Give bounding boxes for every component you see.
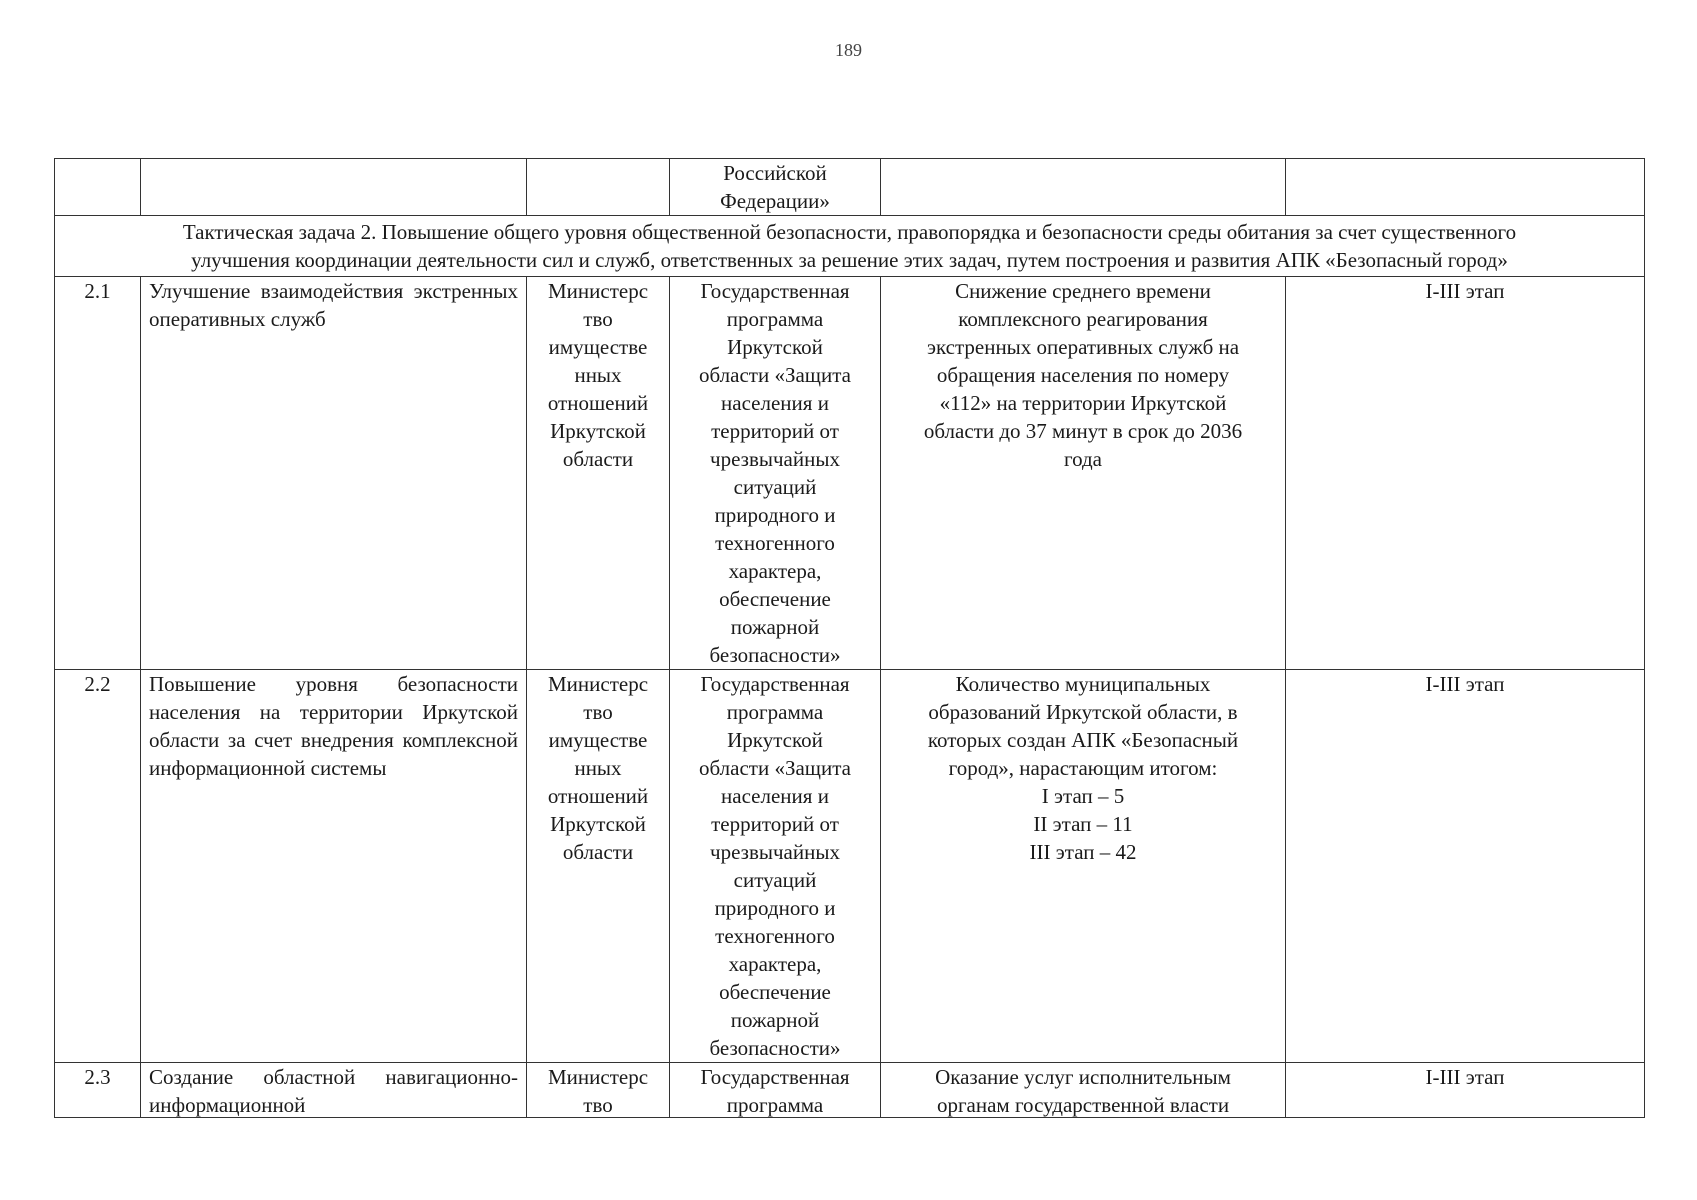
text-line: Министерс xyxy=(547,1065,649,1089)
text-line: комплексного реагирования xyxy=(958,307,1208,331)
tactical-task-row xyxy=(55,216,1645,277)
cell-num: 2.2 xyxy=(55,670,141,1063)
cell-executor xyxy=(527,159,670,216)
text-line: ситуаций xyxy=(733,475,817,499)
cell-clip xyxy=(889,1063,1277,1117)
text-line: техногенного xyxy=(715,531,835,555)
text-line: характера, xyxy=(728,952,822,976)
cell-executor xyxy=(527,1063,670,1118)
text-line: безопасности» xyxy=(709,643,841,667)
cell-indicator xyxy=(881,670,1286,1063)
tactical-task-heading xyxy=(55,216,1645,277)
text-line: области «Защита xyxy=(699,756,851,780)
table-row xyxy=(55,277,1645,670)
cell-stage xyxy=(1286,1063,1645,1118)
text-line: органам государственной власти xyxy=(936,1093,1230,1117)
cell-num xyxy=(55,1063,141,1118)
text-line: природного и xyxy=(714,503,836,527)
text-line: тво xyxy=(583,700,613,724)
text-line: области xyxy=(562,447,634,471)
text-line: пожарной xyxy=(730,1008,820,1032)
text-line: Иркутской xyxy=(727,335,823,359)
cell-executor xyxy=(527,277,670,670)
text-line: области до 37 минут в срок до 2036 xyxy=(923,419,1243,443)
text-line: Государственная xyxy=(700,279,850,303)
text-line: Тактическая задача 2. Повышение общего уровня общественной безопасности, правопорядка и безопасности среды обитания за счет существенного xyxy=(182,220,1517,244)
text-line: территорий от xyxy=(711,812,839,836)
cell-stage xyxy=(1286,159,1645,216)
text-line: имуществе xyxy=(548,335,648,359)
cell-clip: Создание областной навигационно-информационной xyxy=(149,1065,518,1117)
text-line: безопасности» xyxy=(709,1036,841,1060)
cell-measure xyxy=(141,1063,527,1118)
text-line: Иркутской xyxy=(727,728,823,752)
text-line: II этап – 11 xyxy=(1033,812,1133,836)
text-line: характера, xyxy=(728,559,822,583)
text-line: Государственная xyxy=(700,672,850,696)
text-line: области xyxy=(562,840,634,864)
text-line: Министерс xyxy=(547,672,649,696)
text-line: нных xyxy=(574,363,622,387)
text-line: программа xyxy=(726,1093,824,1117)
text-line: программа xyxy=(726,307,824,331)
text-line: Российской xyxy=(723,161,827,185)
cell-program xyxy=(670,159,881,216)
text-line: тво xyxy=(583,1093,613,1117)
cell-measure xyxy=(141,159,527,216)
cell-indicator xyxy=(881,159,1286,216)
measures-table xyxy=(54,158,1645,1118)
text-line: Федерации» xyxy=(720,189,830,213)
text-line: которых создан АПК «Безопасный xyxy=(927,728,1239,752)
table-row-continuation xyxy=(55,159,1645,216)
text-line: город», нарастающим итогом: xyxy=(948,756,1218,780)
page-number: 189 xyxy=(835,40,862,60)
table-row xyxy=(55,1063,1645,1118)
cell-indicator xyxy=(881,277,1286,670)
text-line: области «Защита xyxy=(699,363,851,387)
text-line: обеспечение xyxy=(719,587,831,611)
cell-program xyxy=(670,670,881,1063)
cell-measure: Улучшение взаимодействия экстренных оперативных служб xyxy=(141,277,527,670)
table-row xyxy=(55,670,1645,1063)
text-line: территорий от xyxy=(711,419,839,443)
text-line: Министерс xyxy=(547,279,649,303)
text-line: чрезвычайных xyxy=(710,447,840,471)
text-line: «112» на территории Иркутской xyxy=(939,391,1227,415)
cell-num xyxy=(55,159,141,216)
text-line: образований Иркутской области, в xyxy=(928,700,1238,724)
text-line: обращения населения по номеру xyxy=(936,363,1230,387)
cell-clip xyxy=(535,1063,661,1117)
text-line: пожарной xyxy=(730,615,820,639)
text-line: I этап – 5 xyxy=(1041,784,1125,808)
text-line: чрезвычайных xyxy=(710,840,840,864)
text-line: Количество муниципальных xyxy=(955,672,1211,696)
text-line: природного и xyxy=(714,896,836,920)
cell-indicator xyxy=(881,1063,1286,1118)
text-line: тво xyxy=(583,307,613,331)
cell-measure: Повышение уровня безопасности населения на территории Иркутской области за счет внедрения комплексной информационной системы xyxy=(141,670,527,1063)
cell-clip xyxy=(678,1063,872,1117)
text-line: Иркутской xyxy=(550,419,646,443)
text-line: Иркутской xyxy=(550,812,646,836)
cell-clip: 2.3 xyxy=(84,1065,111,1089)
text-line: нных xyxy=(574,756,622,780)
text-line: экстренных оперативных служб на xyxy=(926,335,1240,359)
cell-program xyxy=(670,1063,881,1118)
text-line: населения и xyxy=(721,784,829,808)
cell-clip: I-III этап xyxy=(1425,1065,1505,1089)
text-line: Снижение среднего времени xyxy=(955,279,1211,303)
text-line: отношений xyxy=(547,391,649,415)
text-line: ситуаций xyxy=(733,868,817,892)
text-line: Государственная xyxy=(700,1065,850,1089)
text-line: программа xyxy=(726,700,824,724)
cell-num: 2.1 xyxy=(55,277,141,670)
cell-stage: I-III этап xyxy=(1286,670,1645,1063)
text-line: III этап – 42 xyxy=(1029,840,1137,864)
text-line: обеспечение xyxy=(719,980,831,1004)
cell-stage: I-III этап xyxy=(1286,277,1645,670)
cell-program xyxy=(670,277,881,670)
text-line: имуществе xyxy=(548,728,648,752)
text-line: техногенного xyxy=(715,924,835,948)
cell-executor xyxy=(527,670,670,1063)
text-line: Оказание услуг исполнительным xyxy=(935,1065,1231,1089)
text-line: населения и xyxy=(721,391,829,415)
text-line: отношений xyxy=(547,784,649,808)
text-line: улучшения координации деятельности сил и служб, ответственных за решение этих задач, путем построения и развития АПК «Безопасный город» xyxy=(191,248,1508,272)
text-line: года xyxy=(1064,447,1102,471)
